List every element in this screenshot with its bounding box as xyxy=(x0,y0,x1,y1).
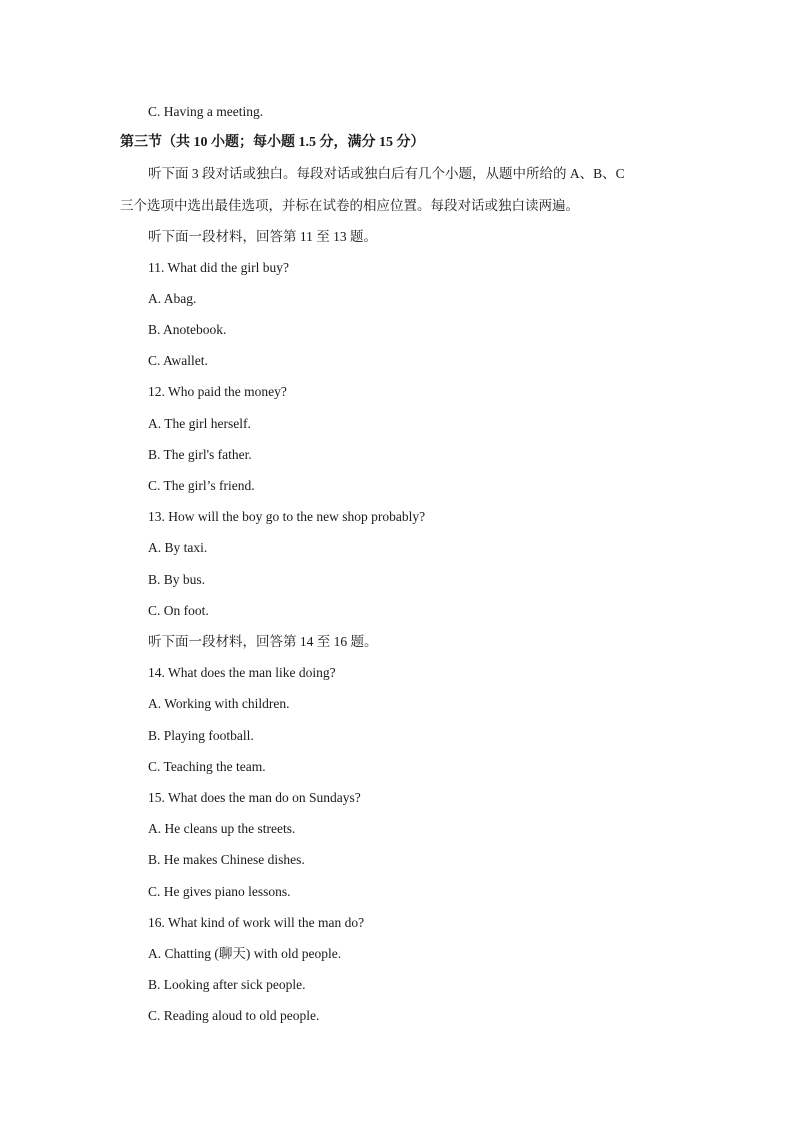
q11-option-b: B. Anotebook. xyxy=(148,322,227,337)
q15-option-b: B. He makes Chinese dishes. xyxy=(148,852,305,867)
q16-option-c: C. Reading aloud to old people. xyxy=(148,1008,320,1023)
question-13: 13. How will the boy go to the new shop probably? xyxy=(148,509,426,524)
question-14: 14. What does the man like doing? xyxy=(148,665,336,680)
q16-option-a: A. Chatting (聊天) with old people. xyxy=(148,946,342,961)
question-12: 12. Who paid the money? xyxy=(148,384,287,399)
q13-option-c: C. On foot. xyxy=(148,603,209,618)
question-11: 11. What did the girl buy? xyxy=(148,260,289,275)
question-15: 15. What does the man do on Sundays? xyxy=(148,790,361,805)
section-heading: 第三节（共 10 小题；每小题 1.5 分，满分 15 分） xyxy=(120,135,425,150)
q12-option-a: A. The girl herself. xyxy=(148,416,251,431)
q11-option-a: A. Abag. xyxy=(148,291,197,306)
q13-option-b: B. By bus. xyxy=(148,572,206,587)
q15-option-c: C. He gives piano lessons. xyxy=(148,884,291,899)
q14-option-a: A. Working with children. xyxy=(148,696,290,711)
q16-option-b: B. Looking after sick people. xyxy=(148,977,306,992)
instructions-line-2: 三个选项中选出最佳选项，并标在试卷的相应位置。每段对话或独白读两遍。 xyxy=(120,198,579,213)
instructions-line-1: 听下面 3 段对话或独白。每段对话或独白后有几个小题，从题中所给的 A、B、C xyxy=(148,166,625,181)
q11-option-c: C. Awallet. xyxy=(148,353,208,368)
q12-option-c: C. The girl’s friend. xyxy=(148,478,255,493)
group-2-intro: 听下面一段材料，回答第 14 至 16 题。 xyxy=(148,634,378,649)
option-c-previous: C. Having a meeting. xyxy=(148,104,264,119)
q15-option-a: A. He cleans up the streets. xyxy=(148,821,296,836)
q13-option-a: A. By taxi. xyxy=(148,540,208,555)
q14-option-b: B. Playing football. xyxy=(148,728,254,743)
group-1-intro: 听下面一段材料，回答第 11 至 13 题。 xyxy=(148,229,377,244)
question-16: 16. What kind of work will the man do? xyxy=(148,915,365,930)
q12-option-b: B. The girl's father. xyxy=(148,447,252,462)
q14-option-c: C. Teaching the team. xyxy=(148,759,266,774)
